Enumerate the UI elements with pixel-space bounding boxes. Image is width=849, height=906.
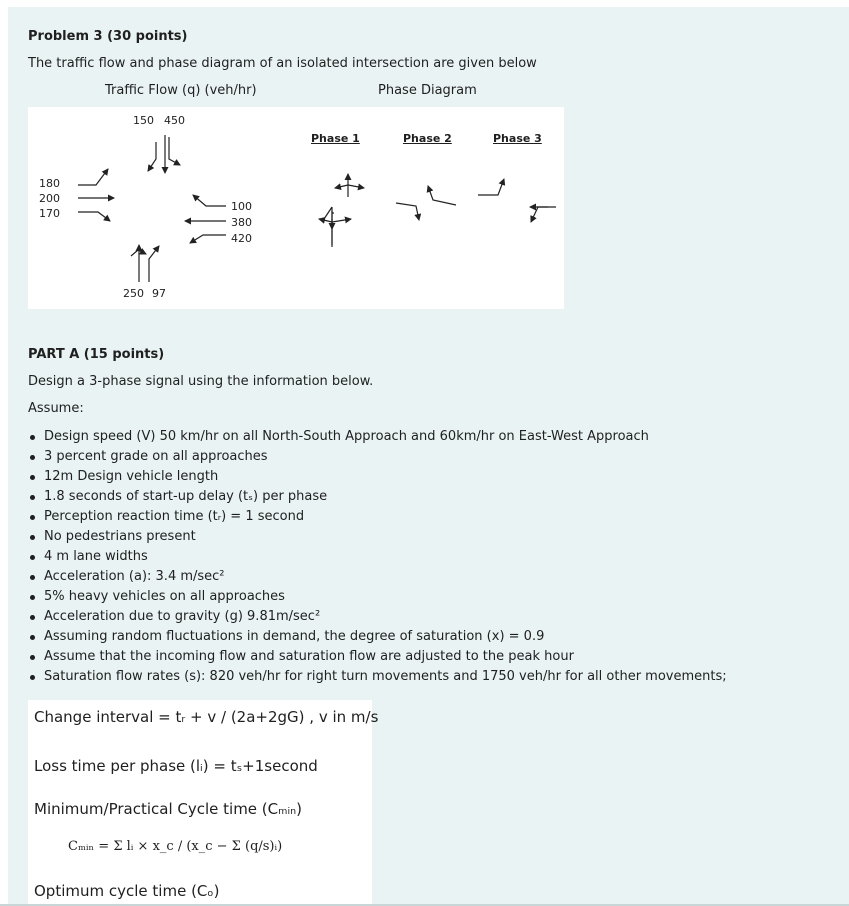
phase-diagram-label: Phase Diagram xyxy=(378,83,477,98)
flow-east-right: 100 xyxy=(231,200,252,213)
west-right-arrow xyxy=(78,212,110,221)
formula-box xyxy=(28,700,379,906)
loss-time-formula: Loss time per phase (lᵢ) = tₛ+1second xyxy=(34,757,318,775)
intersection-figure xyxy=(28,107,564,309)
intro-text: The traffic flow and phase diagram of an isolated intersection are given below xyxy=(28,56,537,71)
phase-2-label: Phase 2 xyxy=(403,132,452,145)
assume-label: Assume: xyxy=(28,401,84,416)
list-item: Saturation flow rates (s): 820 veh/hr for right turn movements and 1750 veh/hr for all other movements; xyxy=(44,667,727,687)
flow-west-right: 170 xyxy=(39,207,60,220)
list-item: Assuming random fluctuations in demand, the degree of saturation (x) = 0.9 xyxy=(44,627,727,647)
list-item: Acceleration due to gravity (g) 9.81m/sec² xyxy=(44,607,727,627)
phase-3-label: Phase 3 xyxy=(493,132,542,145)
phase-1-diagram xyxy=(319,174,364,247)
flow-north-through: 450 xyxy=(164,114,185,127)
flow-west-left: 180 xyxy=(39,177,60,190)
phase-3-diagram xyxy=(478,179,556,222)
part-a-text: Design a 3-phase signal using the information below. xyxy=(28,374,374,389)
list-item: 1.8 seconds of start-up delay (tₛ) per phase xyxy=(44,487,727,507)
problem-title: Problem 3 (30 points) xyxy=(28,29,188,44)
list-item: Design speed (V) 50 km/hr on all North-South Approach and 60km/hr on East-West Approach xyxy=(44,427,727,447)
min-cycle-label: Minimum/Practical Cycle time (Cₘᵢₙ) xyxy=(34,800,302,818)
intersection-diagram xyxy=(28,107,564,309)
list-item: 4 m lane widths xyxy=(44,547,727,567)
list-item: Assume that the incoming flow and saturation flow are adjusted to the peak hour xyxy=(44,647,727,667)
flow-east-through: 380 xyxy=(231,216,252,229)
flow-south-right: 97 xyxy=(152,287,166,300)
flow-east-left: 420 xyxy=(231,232,252,245)
east-left-arrow xyxy=(190,235,226,243)
south-left-arrow xyxy=(149,246,159,282)
assumptions-list xyxy=(28,427,727,687)
list-item: Perception reaction time (tᵣ) = 1 second xyxy=(44,507,727,527)
list-item: No pedestrians present xyxy=(44,527,727,547)
list-item: Acceleration (a): 3.4 m/sec² xyxy=(44,567,727,587)
flow-north-left: 150 xyxy=(133,114,154,127)
part-a-title: PART A (15 points) xyxy=(28,347,165,362)
north-right-arrow xyxy=(169,137,180,165)
north-left-arrow xyxy=(148,142,156,171)
east-right-arrow xyxy=(193,195,226,206)
west-left-arrow xyxy=(78,169,108,185)
list-item: 12m Design vehicle length xyxy=(44,467,727,487)
flow-west-through: 200 xyxy=(39,192,60,205)
optimum-cycle-label: Optimum cycle time (Cₒ) xyxy=(34,882,220,900)
list-item: 5% heavy vehicles on all approaches xyxy=(44,587,727,607)
min-cycle-formula: Cₘᵢₙ = Σ lᵢ × x_c / (x_c − Σ (q/s)ᵢ) xyxy=(68,839,283,854)
phase-2-diagram xyxy=(396,186,456,220)
flow-south-through: 250 xyxy=(123,287,144,300)
change-interval-formula: Change interval = tᵣ + v / (2a+2gG) , v in m/s xyxy=(34,708,379,726)
phase-1-label: Phase 1 xyxy=(311,132,360,145)
traffic-flow-label: Traffic Flow (q) (veh/hr) xyxy=(105,83,257,98)
list-item: 3 percent grade on all approaches xyxy=(44,447,727,467)
